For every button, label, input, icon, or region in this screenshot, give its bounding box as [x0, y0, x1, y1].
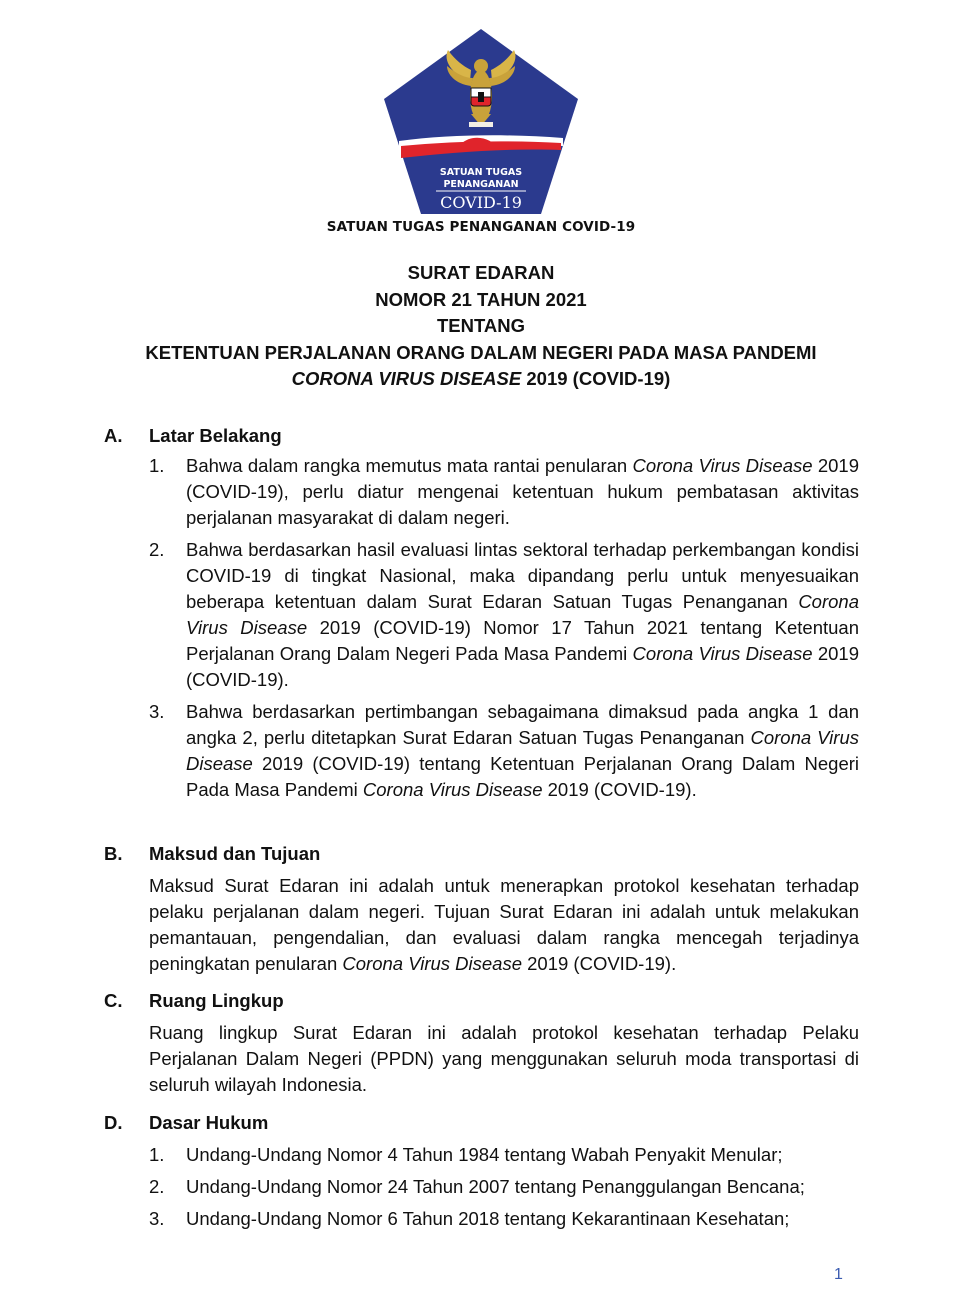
page-number: 1	[834, 1266, 843, 1283]
list-item	[104, 699, 859, 803]
list-item	[104, 537, 859, 693]
item-text: Undang-Undang Nomor 6 Tahun 2018 tentang Kekarantinaan Kesehatan;	[186, 1208, 790, 1229]
section-heading	[104, 423, 864, 449]
section-latar-belakang	[104, 423, 864, 809]
item-text: Bahwa berdasarkan pertimbangan sebagaimana dimaksud pada angka 1 dan angka 2, perlu ditetapkan Surat Edaran Satuan Tugas Penanganan	[186, 701, 859, 748]
paragraph-italic: Corona Virus Disease	[342, 953, 522, 974]
item-text: 2019 (COVID-19).	[186, 643, 860, 690]
item-number: 3.	[149, 701, 165, 722]
item-text: 2019 (COVID-19) tentang Ketentuan Perjalanan Orang Dalam Negeri Pada Masa Pandemi	[186, 753, 859, 800]
item-text: Undang-Undang Nomor 4 Tahun 1984 tentang Wabah Penyakit Menular;	[186, 1144, 783, 1165]
section-maksud-tujuan	[104, 841, 864, 977]
list-item	[104, 453, 859, 531]
section-letter: D.	[104, 1112, 123, 1133]
list-item	[104, 1142, 859, 1168]
section-title: Dasar Hukum	[149, 1112, 269, 1133]
item-italic: Corona Virus Disease	[362, 779, 543, 800]
paragraph-text: 2019 (COVID-19).	[522, 953, 677, 974]
section-heading	[104, 1110, 864, 1136]
section-dasar-hukum	[104, 1110, 864, 1238]
item-text: 2019 (COVID-19).	[542, 779, 697, 800]
item-number: 1.	[149, 1144, 165, 1165]
section-paragraph	[149, 873, 859, 977]
title-line-4: KETENTUAN PERJALANAN ORANG DALAM NEGERI PADA MASA PANDEMI	[145, 341, 817, 363]
paragraph-text: Maksud Surat Edaran ini adalah untuk menerapkan protokol kesehatan terhadap pelaku perjalanan dalam negeri. Tujuan Surat Edaran ini adalah untuk melakukan pemantauan, pengendalian, dan evaluasi dalam rangka mencegah terjadinya peningkatan penularan	[149, 875, 859, 974]
section-title: Ruang Lingkup	[149, 990, 284, 1011]
section-letter: C.	[104, 990, 123, 1011]
section-heading	[104, 841, 864, 867]
item-italic: Corona Virus Disease	[632, 643, 813, 664]
satgas-covid19-logo	[381, 26, 581, 216]
pentagon-emblem-icon	[381, 26, 581, 216]
title-line-5-italic: CORONA VIRUS DISEASE	[291, 368, 522, 389]
title-line-5	[0, 366, 962, 393]
title-line-5-rest: 2019 (COVID-19)	[521, 368, 671, 389]
section-heading	[104, 988, 864, 1014]
document-title	[0, 260, 962, 393]
title-line-2: NOMOR 21 TAHUN 2021	[375, 288, 587, 310]
logo-text-line1: SATUAN TUGAS	[439, 167, 523, 178]
item-text: Bahwa dalam rangka memutus mata rantai penularan	[186, 455, 633, 476]
item-number: 2.	[149, 539, 165, 560]
title-line-3: TENTANG	[436, 315, 526, 336]
list-item	[104, 1206, 859, 1232]
section-letter: B.	[104, 843, 123, 864]
item-number: 2.	[149, 1176, 165, 1197]
list-item	[104, 1174, 859, 1200]
item-number: 1.	[149, 455, 165, 476]
item-text: Bahwa berdasarkan hasil evaluasi lintas sektoral terhadap perkembangan kondisi COVID-19 di tingkat Nasional, maka dipandang perlu untuk menyesuaikan beberapa ketentuan dalam Surat Edaran Satuan Tugas Penanganan	[186, 539, 859, 612]
item-number: 3.	[149, 1208, 165, 1229]
item-text: 2019 (COVID-19), perlu diatur mengenai ketentuan hukum pembatasan aktivitas perjalanan masyarakat di dalam negeri.	[186, 455, 860, 528]
title-line-1: SURAT EDARAN	[407, 262, 555, 283]
item-text: Undang-Undang Nomor 24 Tahun 2007 tentang Penanggulangan Bencana;	[186, 1176, 805, 1197]
logo-text-line2: PENANGANAN	[443, 179, 519, 190]
item-italic: Corona Virus Disease	[186, 727, 859, 774]
section-title: Maksud dan Tujuan	[149, 843, 321, 864]
item-text: 2019 (COVID-19) Nomor 17 Tahun 2021 tentang Ketentuan Perjalanan Orang Dalam Negeri Pada Masa Pandemi	[186, 617, 860, 664]
section-ruang-lingkup	[104, 988, 864, 1098]
logo-text-line3: COVID-19	[440, 193, 522, 212]
item-italic: Corona Virus Disease	[186, 591, 859, 638]
item-italic: Corona Virus Disease	[632, 455, 813, 476]
section-title: Latar Belakang	[149, 425, 282, 446]
organization-name: SATUAN TUGAS PENANGANAN COVID-19	[326, 219, 636, 235]
section-paragraph: Ruang lingkup Surat Edaran ini adalah protokol kesehatan terhadap Pelaku Perjalanan Dalam Negeri (PPDN) yang menggunakan seluruh moda transportasi di seluruh wilayah Indonesia.	[149, 1022, 859, 1095]
section-letter: A.	[104, 425, 123, 446]
